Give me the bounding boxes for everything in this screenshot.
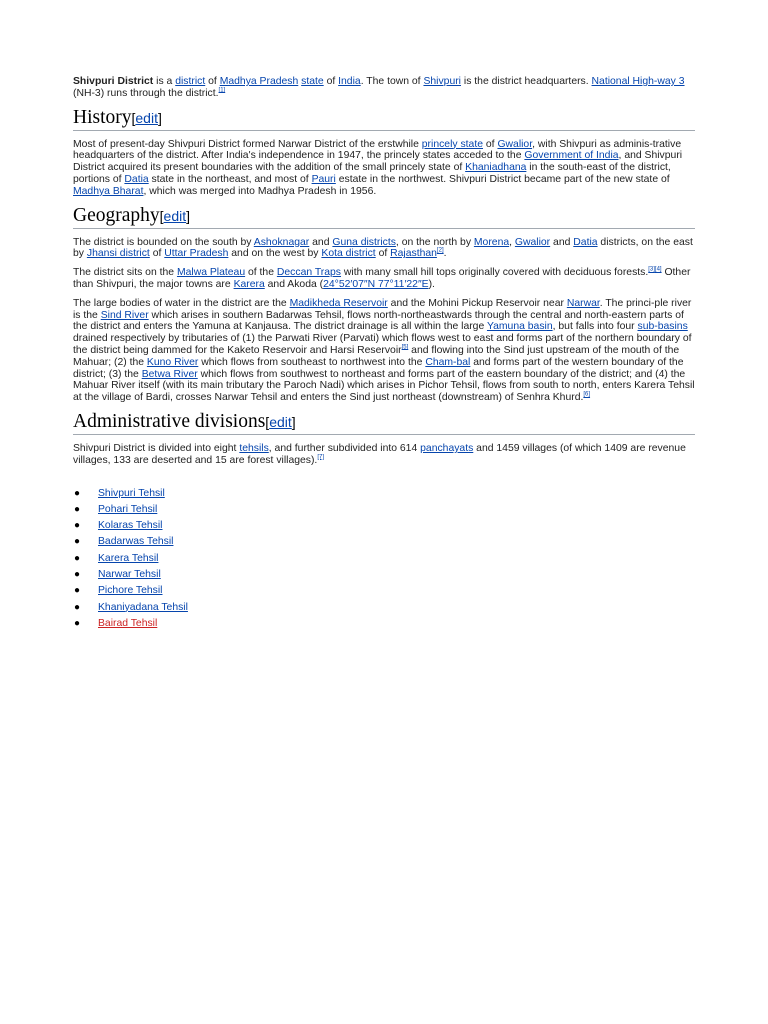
- link-sind-river[interactable]: Sind River: [100, 309, 149, 321]
- bullet-icon: ●: [74, 487, 81, 499]
- history-paragraph: Most of present-day Shivpuri District formed Narwar District of the erstwhile princely state of Gwalior, with Shivpuri as adminis-trative headquarters of the district. After India's independence in 1947, the princely states acceded to the Government of India, and Shivpuri District acquired its present boundaries with the addition of the small princely state of Khaniadhana in the south-east of the district, portions of Datia state in the northeast, and most of Pauri estate in the northwest. Shivpuri District became part of the new state of Madhya Bharat, which was merged into Madhya Pradesh in 1956.: [73, 138, 683, 197]
- link-tehsil[interactable]: Badarwas Tehsil: [98, 536, 174, 548]
- link-pauri[interactable]: Pauri: [311, 173, 336, 185]
- link-gwalior[interactable]: Gwalior: [497, 138, 533, 150]
- reference-link[interactable]: [2]: [436, 247, 444, 254]
- intro-paragraph: Shivpuri District is a district of Madhya Pradesh state of India. The town of Shivpuri is the district headquarters. National High-way 3 (NH-3) runs through the district.[1]: [73, 76, 685, 99]
- link-coordinates[interactable]: 24°52′07″N 77°11′22″E: [323, 278, 429, 290]
- section-heading-administrative-divisions: Administrative divisions[edit]: [73, 411, 695, 435]
- link-tehsil[interactable]: Khaniyadana Tehsil: [98, 601, 188, 613]
- link-sub-basins[interactable]: sub-basins: [637, 321, 688, 333]
- link-tehsil[interactable]: Shivpuri Tehsil: [98, 487, 165, 499]
- article-subject: Shivpuri District: [73, 76, 154, 87]
- reference-link[interactable]: [5]: [401, 344, 409, 351]
- link-guna-districts[interactable]: Guna districts: [332, 236, 396, 248]
- edit-section-geography: [edit]: [159, 207, 190, 224]
- link-datia[interactable]: Datia: [573, 236, 598, 248]
- link-madhya-pradesh[interactable]: Madhya Pradesh: [219, 76, 299, 87]
- list-item: [73, 567, 695, 583]
- edit-section-history: [edit]: [131, 109, 162, 126]
- link-kota-district[interactable]: Kota district: [321, 248, 376, 260]
- link-shivpuri[interactable]: Shivpuri: [423, 76, 461, 87]
- list-item: [73, 486, 695, 502]
- link-chambal[interactable]: Cham-bal: [425, 356, 471, 368]
- reference-link[interactable]: [4]: [654, 266, 662, 273]
- link-malwa-plateau[interactable]: Malwa Plateau: [176, 267, 246, 279]
- link-khaniadhana[interactable]: Khaniadhana: [465, 162, 527, 174]
- link-tehsil[interactable]: Karera Tehsil: [98, 552, 159, 564]
- bullet-icon: ●: [74, 585, 81, 597]
- link-madhya-bharat[interactable]: Madhya Bharat: [73, 185, 144, 197]
- reference-link[interactable]: [3]: [648, 266, 655, 273]
- link-tehsil[interactable]: Kolaras Tehsil: [98, 520, 163, 532]
- bullet-icon: ●: [74, 601, 81, 613]
- bullet-icon: ●: [74, 617, 81, 629]
- link-kuno-river[interactable]: Kuno River: [146, 356, 199, 368]
- geography-paragraph-boundaries: The district is bounded on the south by Ashoknagar and Guna districts, on the north by Morena, Gwalior and Datia districts, on the east by Jhansi district of Uttar Pradesh and on the west by Kota district of Rajasthan[2].: [73, 236, 693, 260]
- bullet-icon: ●: [74, 552, 81, 564]
- link-tehsils[interactable]: tehsils: [239, 442, 269, 454]
- link-tehsil[interactable]: Narwar Tehsil: [98, 569, 161, 581]
- list-item: [73, 502, 695, 518]
- section-heading-history: History[edit]: [73, 107, 695, 131]
- edit-section-administrative-divisions: [edit]: [265, 413, 296, 430]
- link-karera[interactable]: Karera: [233, 278, 265, 290]
- list-item: [73, 600, 695, 616]
- link-uttar-pradesh[interactable]: Uttar Pradesh: [164, 248, 229, 260]
- link-tehsil[interactable]: Pohari Tehsil: [98, 503, 158, 515]
- link-tehsil-missing-page[interactable]: Bairad Tehsil: [98, 617, 158, 629]
- section-heading-geography: Geography[edit]: [73, 205, 695, 229]
- link-tehsil[interactable]: Pichore Tehsil: [98, 585, 163, 597]
- link-panchayats[interactable]: panchayats: [420, 442, 474, 454]
- reference-link[interactable]: [1]: [218, 87, 226, 94]
- link-betwa-river[interactable]: Betwa River: [141, 368, 198, 380]
- list-item: [73, 534, 695, 550]
- list-item: [73, 583, 695, 599]
- bullet-icon: ●: [74, 569, 81, 581]
- geography-paragraph-water: The large bodies of water in the district are the Madikheda Reservoir and the Mohini Pickup Reservoir near Narwar. The princi-ple river is the Sind River which arises in southern Badarwas Tehsil, flows north-northeastwards through the central and north-eastern parts of the district and enters the Yamuna at Kanjausa. The district drainage is all within the large Yamuna basin, but falls into four sub-basins drained respectively by tributaries of (1) the Parwati River (Parvati) which flows west to east and forms part of the northern boundary of the district being dammed for the Kaketo Reservoir and Harsi Reservoir[5] and flowing into the Sind just upstream of the mouth of the Mahuar; (2) the Kuno River which flows from southeast to northwest into the Cham-bal and forms part of the western boundary of the district; (3) the Betwa River which flows from southwest to northeast and forms part of the eastern boundary of the district; and (4) the Mahuar River itself (with its main tributary the Paroch Nadi) which arises in Pichor Tehsil, flows from south to north, enters Karera Tehsil at the village of Bardi, crosses Narwar Tehsil and enters the Sind just northeast (downstream) of Senhra Khurd.[6]: [73, 297, 695, 404]
- link-district[interactable]: district: [175, 76, 206, 87]
- list-item: [73, 616, 695, 632]
- list-item: [73, 518, 695, 534]
- bullet-icon: ●: [74, 503, 81, 515]
- link-morena[interactable]: Morena: [473, 236, 510, 248]
- list-item: [73, 551, 695, 567]
- edit-link[interactable]: edit: [163, 207, 187, 224]
- edit-link[interactable]: edit: [269, 413, 292, 430]
- bullet-icon: ●: [74, 520, 81, 532]
- link-ashoknagar[interactable]: Ashoknagar: [253, 236, 310, 248]
- tehsil-list: [73, 486, 695, 633]
- link-yamuna-basin[interactable]: Yamuna basin: [486, 321, 553, 333]
- link-india[interactable]: India: [338, 76, 361, 87]
- link-rajasthan[interactable]: Rajasthan: [390, 248, 437, 260]
- link-government-of-india[interactable]: Government of India: [524, 150, 619, 162]
- link-princely-state[interactable]: princely state: [421, 138, 483, 150]
- edit-link[interactable]: edit: [135, 109, 158, 126]
- link-jhansi-district[interactable]: Jhansi district: [86, 248, 150, 260]
- link-madikheda-reservoir[interactable]: Madikheda Reservoir: [289, 297, 388, 309]
- admin-paragraph: Shivpuri District is divided into eight tehsils, and further subdivided into 614 panchayats and 1459 villages (of which 1409 are revenue villages, 133 are deserted and 15 are forest villages).[7]: [73, 442, 686, 466]
- link-state[interactable]: state: [301, 76, 324, 87]
- link-deccan-traps[interactable]: Deccan Traps: [276, 267, 341, 279]
- link-national-highway-3[interactable]: National High-way 3: [591, 76, 685, 87]
- link-datia[interactable]: Datia: [124, 173, 149, 185]
- link-gwalior[interactable]: Gwalior: [514, 236, 551, 248]
- geography-paragraph-plateau: The district sits on the Malwa Plateau of the Deccan Traps with many small hill tops originally covered with deciduous forests.[3][4] Other than Shivpuri, the major towns are Karera and Akoda (24°52′07″N 77°11′22″E).: [73, 266, 691, 290]
- reference-link[interactable]: [6]: [583, 391, 591, 398]
- bullet-icon: ●: [74, 536, 81, 548]
- reference-link[interactable]: [7]: [317, 454, 324, 461]
- link-narwar[interactable]: Narwar: [566, 297, 600, 309]
